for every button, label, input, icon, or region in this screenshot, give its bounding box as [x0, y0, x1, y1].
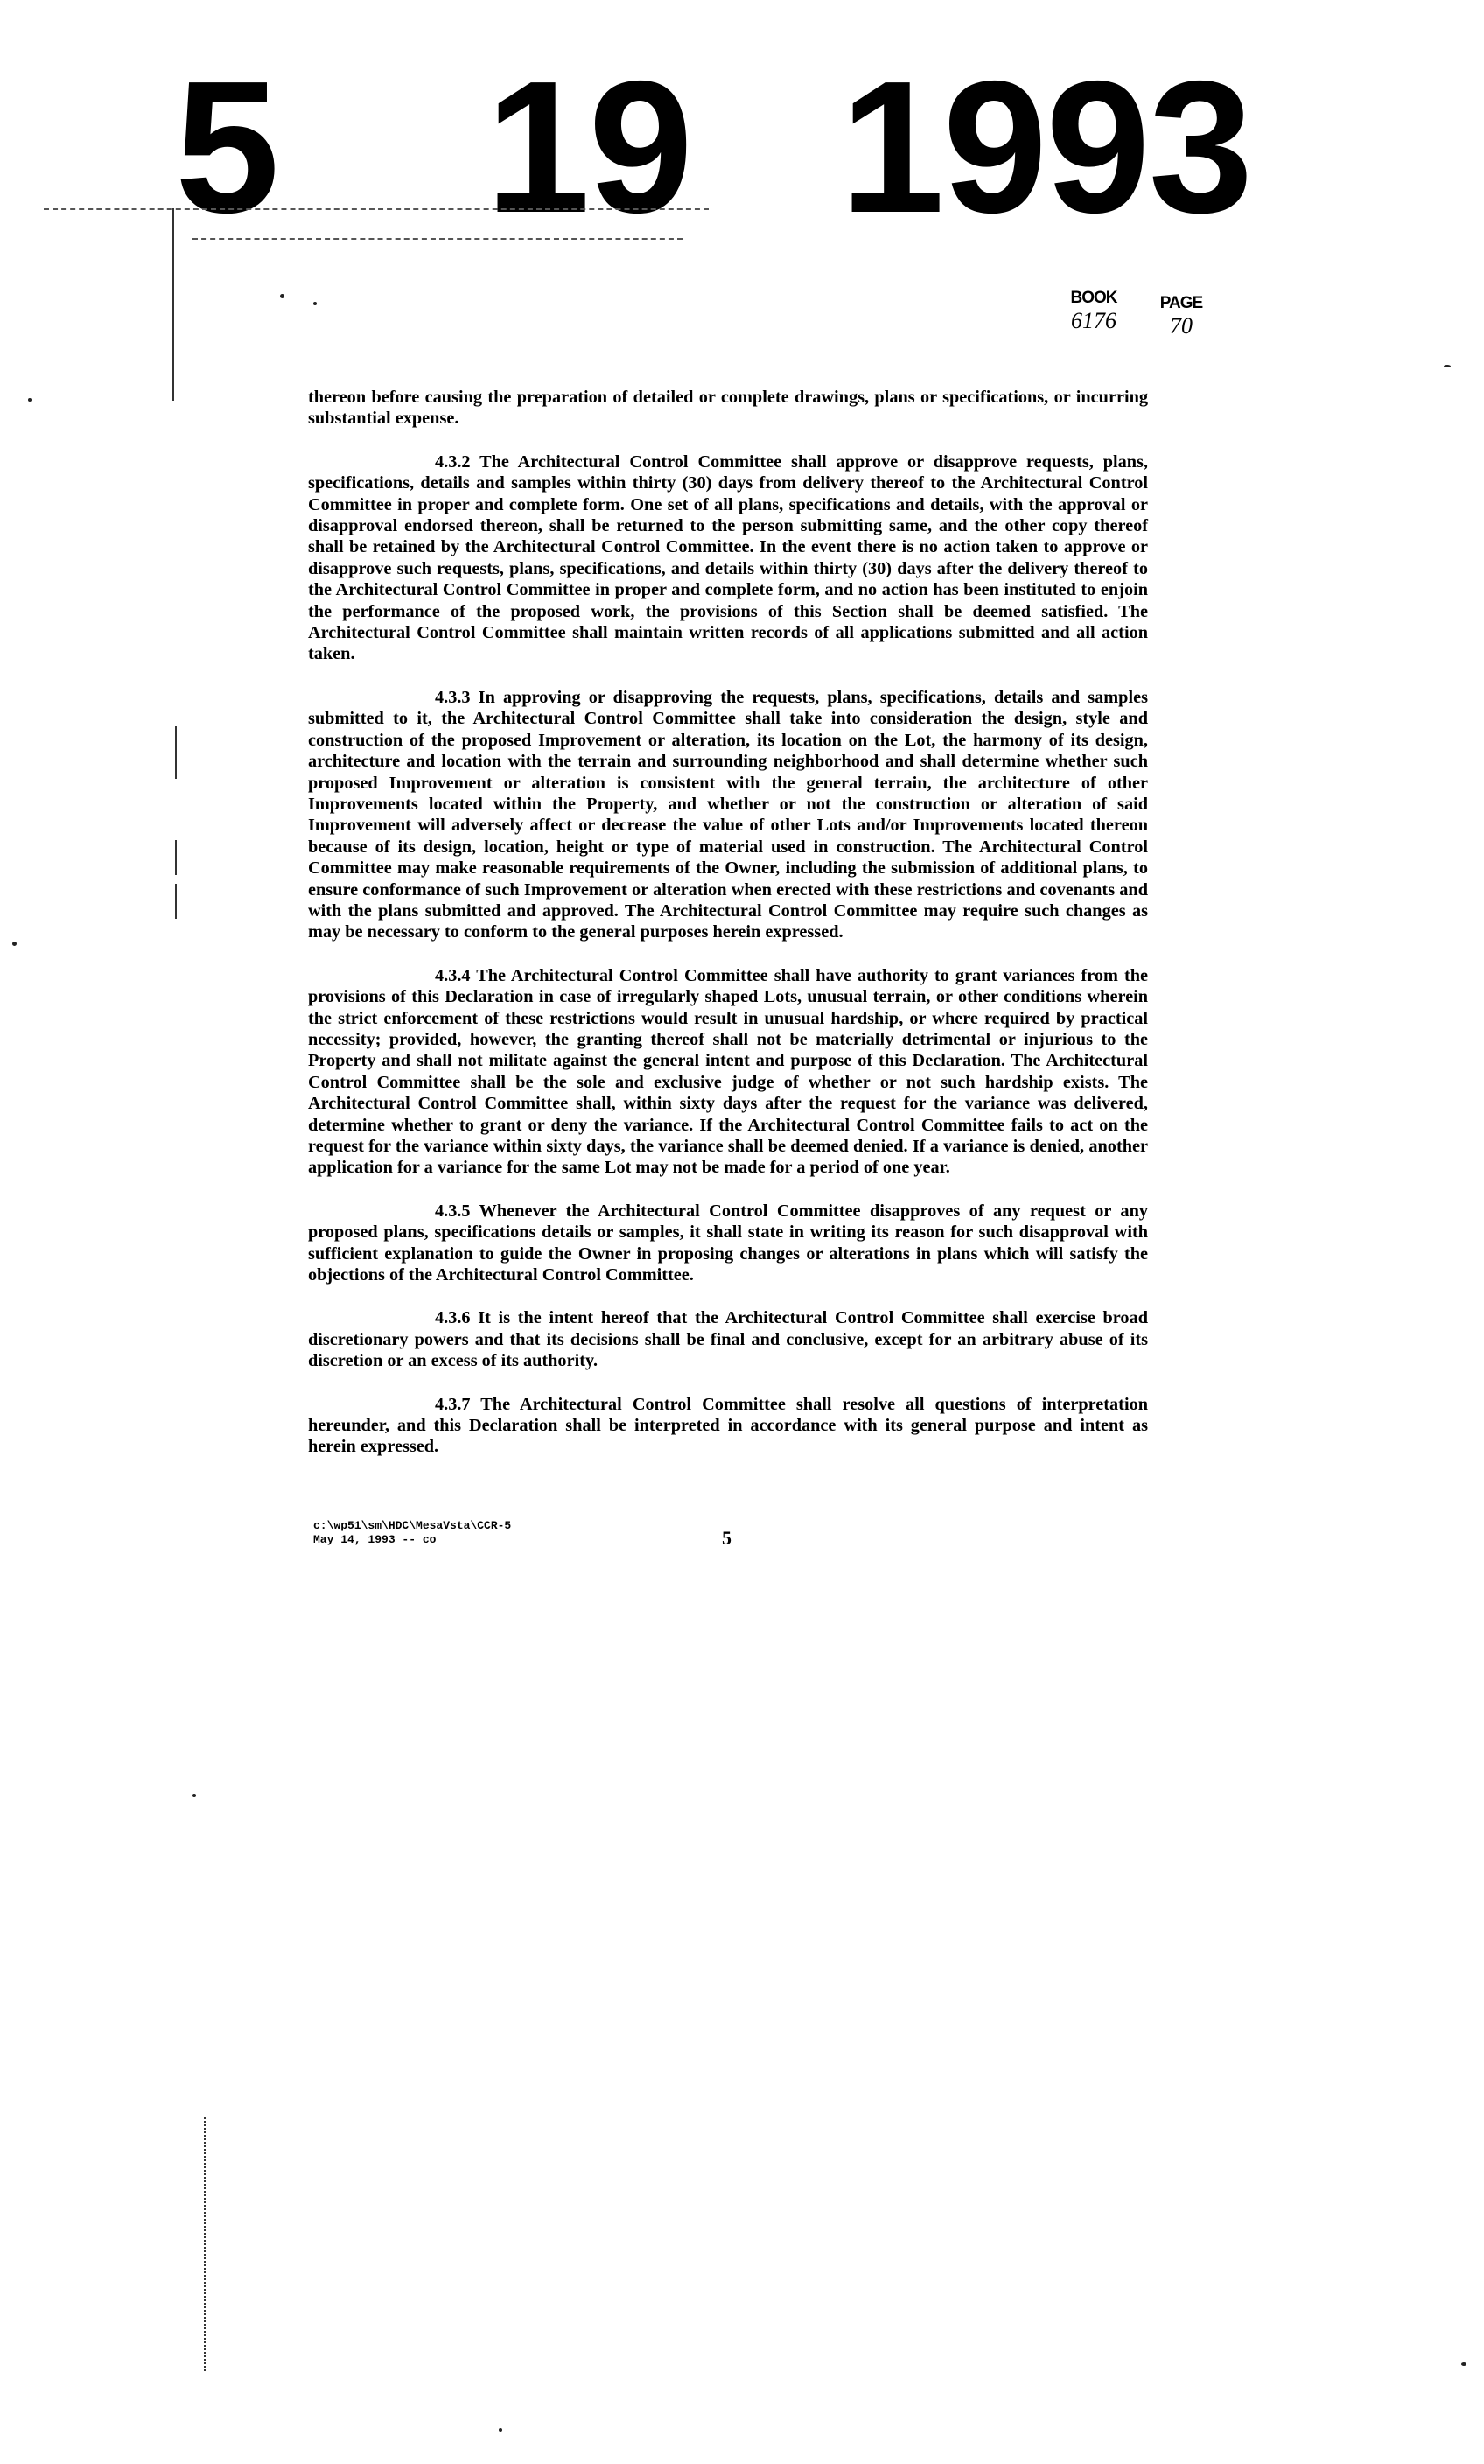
- margin-line-bottom: [204, 2118, 206, 2371]
- scan-speck: [28, 398, 32, 402]
- scan-speck: [1461, 2362, 1466, 2366]
- paragraph-continuation: thereon before causing the preparation of detailed or complete drawings, plans or specifications, or incurring substantial expense.: [308, 388, 1148, 429]
- margin-line-mid-3: [175, 884, 177, 919]
- footer-file-reference: [313, 1519, 511, 1547]
- scan-rule-lower: [192, 238, 682, 240]
- page-label: PAGE: [1159, 294, 1203, 312]
- page-reference: [1151, 294, 1212, 340]
- paragraph-4-3-2: 4.3.2 The Architectural Control Committee shall approve or disapprove requests, plans, specifications, details and samples within thirty (30) days from delivery thereof to the Architectural Control Committee in proper and complete form. One set of all plans, specifications and details, with the approval or disapproval endorsed thereon, shall be returned to the person submitting same, and the other copy thereof shall be retained by the Architectural Control Committee. In the event there is no action taken to approve or disapprove such requests, plans, specifications, and details within thirty (30) days after the delivery thereof to the Architectural Control Committee in proper and complete form, and no action has been instituted to enjoin the performance of the proposed work, the provisions of this Section shall be deemed satisfied. The Architectural Control Committee shall maintain written records of all applications submitted and all action taken.: [308, 452, 1148, 664]
- scan-rule-upper: [44, 208, 709, 210]
- paragraph-4-3-3: 4.3.3 In approving or disapproving the requests, plans, specifications, details and samples submitted to it, the Architectural Control Committee shall take into consideration the design, style and construction of the proposed Improvement or alteration, its location on the Lot, the harmony of its design, architecture and location with the terrain and surrounding neighborhood and shall determine whether such proposed Improvement or alteration is consistent with the general terrain, the architecture of other Improvements located within the Property, and whether or not the construction or alteration of said Improvement will adversely affect or decrease the value of other Lots and/or Improvements located thereon because of its design, location, height or type of material used in construction. The Architectural Control Committee may make reasonable requirements of the Owner, including the submission of additional plans, to ensure conformance of such Improvement or alteration when erected with these restrictions and covenants and with the plans submitted and approved. The Architectural Control Committee may require such changes as may be necessary to conform to the general purposes herein expressed.: [308, 687, 1148, 942]
- page-value: 70: [1170, 313, 1193, 339]
- paragraph-4-3-7: 4.3.7 The Architectural Control Committee shall resolve all questions of interpretation hereunder, and this Declaration shall be interpreted in accordance with its general purpose and intent as herein expressed.: [308, 1394, 1148, 1457]
- paragraph-4-3-4: 4.3.4 The Architectural Control Committee shall have authority to grant variances from the provisions of this Declaration in case of irregularly shaped Lots, unusual terrain, or other conditions wherein the strict enforcement of these restrictions would result in unusual hardship, or where required by practical necessity; provided, however, the granting thereof shall not be materially detrimental or injurious to the Property and shall not militate against the general intent and purpose of this Declaration. The Architectural Control Committee shall be the sole and exclusive judge of whether or not such hardship exists. The Architectural Control Committee shall, within sixty days after the request for the variance was delivered, determine whether to grant or deny the variance. If the Architectural Control Committee fails to act on the request for the variance within sixty days, the variance shall be deemed denied. If a variance is denied, another application for a variance for the same Lot may not be made for a period of one year.: [308, 965, 1148, 1178]
- scan-speck: [12, 942, 17, 946]
- stamp-day: 19: [486, 41, 692, 252]
- scan-speck: [313, 302, 317, 305]
- scan-speck: [499, 2428, 502, 2432]
- scan-speck: [1444, 365, 1451, 368]
- margin-line-mid-1: [175, 726, 177, 779]
- scan-speck: [192, 1794, 196, 1797]
- margin-line-mid-2: [175, 840, 177, 875]
- scan-speck: [280, 294, 284, 298]
- paragraph-4-3-6: 4.3.6 It is the intent hereof that the Architectural Control Committee shall exercise broad discretionary powers and that its decisions shall be final and conclusive, except for an arbitrary abuse of its discretion or an excess of its authority.: [308, 1308, 1148, 1371]
- document-body: [308, 387, 1148, 1480]
- page-number: 5: [722, 1527, 732, 1549]
- stamp-year: 1993: [840, 41, 1252, 252]
- footer-date-line: May 14, 1993 -- co: [313, 1533, 437, 1546]
- footer-path-line: c:\wp51\sm\HDC\MesaVsta\CCR-5: [313, 1519, 512, 1532]
- book-value: 6176: [1071, 308, 1116, 333]
- stamp-month: 5: [175, 41, 278, 252]
- book-reference: [1063, 289, 1124, 334]
- margin-line-top: [172, 208, 174, 401]
- book-label: BOOK: [1070, 289, 1117, 307]
- paragraph-4-3-5: 4.3.5 Whenever the Architectural Control Committee disapproves of any request or any proposed plans, specifications details or samples, it shall state in writing its reason for such disapproval with sufficient explanation to guide the Owner in proposing changes or alterations in plans which will satisfy the objections of the Architectural Control Committee.: [308, 1200, 1148, 1285]
